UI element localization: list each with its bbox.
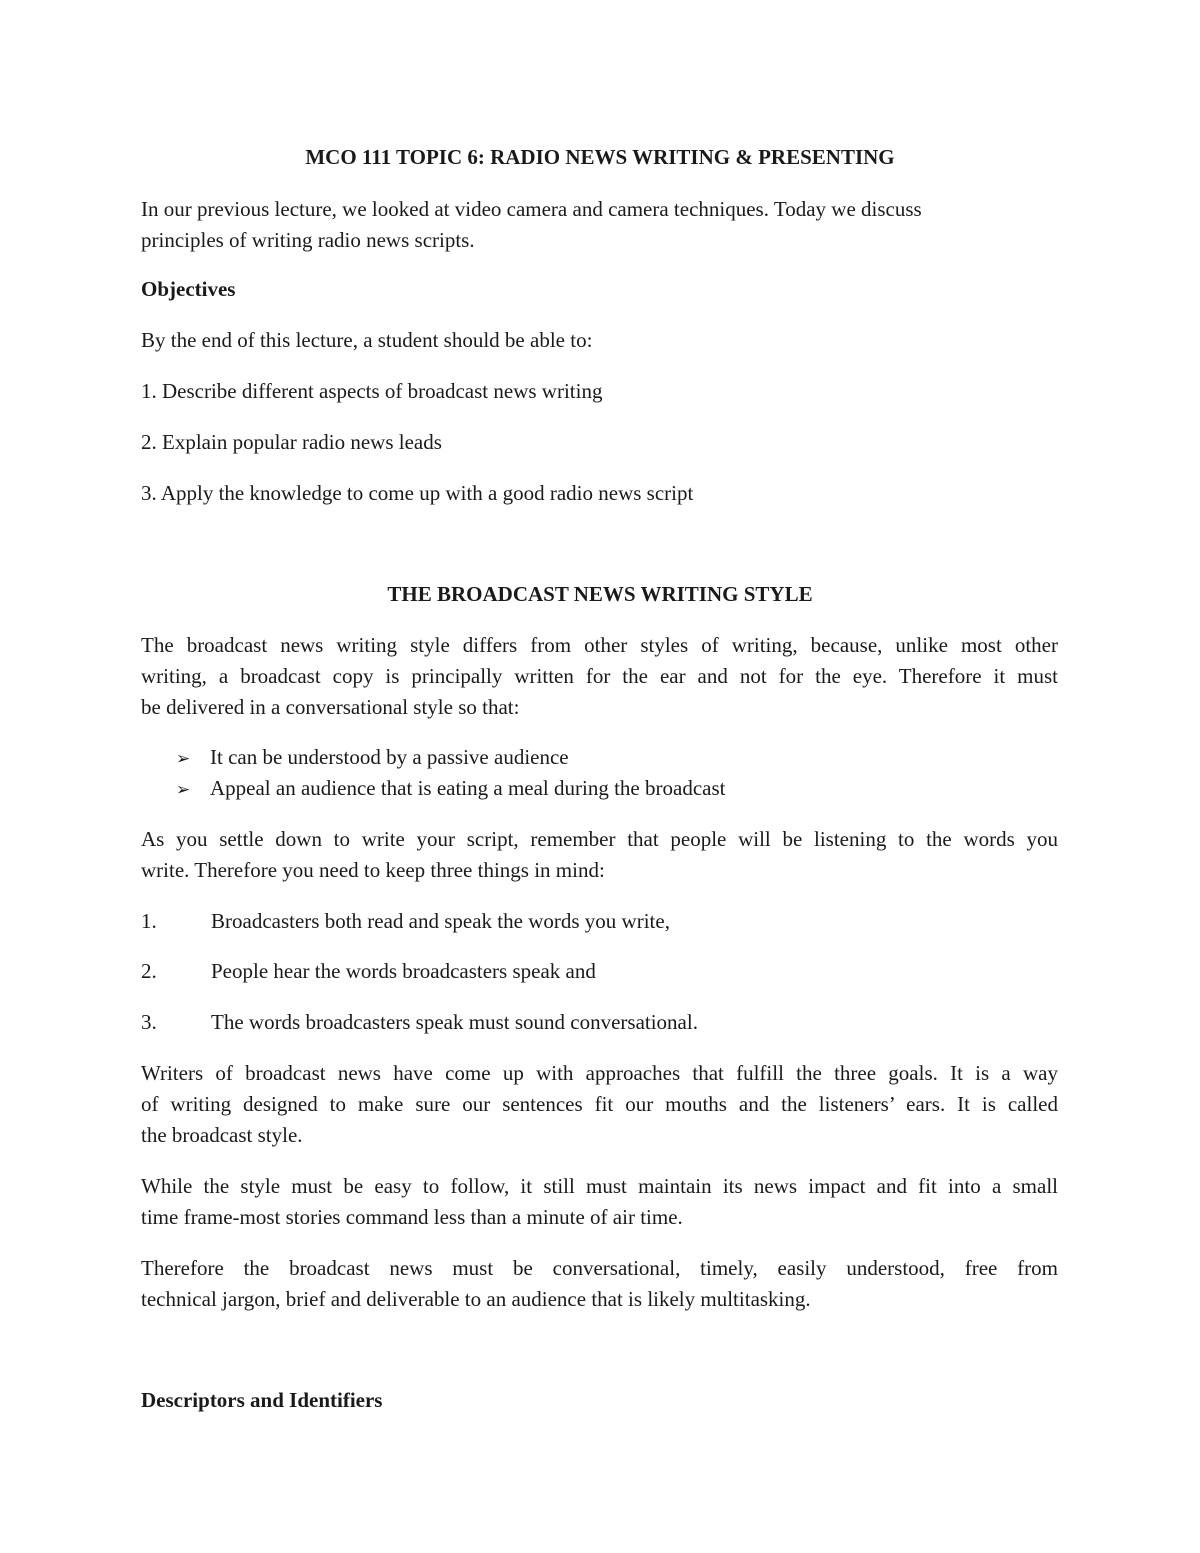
intro-line-2: principles of writing radio news scripts. [141,228,475,252]
numbered-item [141,958,596,984]
objective-item-1: 1. Describe different aspects of broadcast news writing [141,379,603,403]
numbered-item [141,908,670,934]
bullet-text: It can be understood by a passive audience [210,745,569,769]
bullet-item [176,744,569,772]
section-heading: THE BROADCAST NEWS WRITING STYLE [387,582,813,606]
numbered-marker: 3. [141,1010,157,1034]
para2-line-2: write. Therefore you need to keep three things in mind: [141,858,605,882]
para4-line-1: While the style must be easy to follow, it still must maintain its news impact and fit into a small [141,1174,1058,1198]
para1-line-3: be delivered in a conversational style so that: [141,695,520,719]
numbered-text: People hear the words broadcasters speak and [211,959,596,983]
para2-line-1: As you settle down to write your script, remember that people will be listening to the words you [141,827,1058,851]
objectives-lead: By the end of this lecture, a student should be able to: [141,328,593,352]
para3-line-2: of writing designed to make sure our sentences fit our mouths and the listeners’ ears. It is called [141,1092,1058,1116]
next-section-heading: Descriptors and Identifiers [141,1388,383,1412]
bullet-text: Appeal an audience that is eating a meal during the broadcast [210,776,726,800]
para3-line-3: the broadcast style. [141,1123,303,1147]
objective-item-3: 3. Apply the knowledge to come up with a good radio news script [141,481,694,505]
numbered-item [141,1009,698,1035]
numbered-marker: 1. [141,909,157,933]
para3-line-1: Writers of broadcast news have come up with approaches that fulfill the three goals. It is a way [141,1061,1058,1085]
arrowhead-bullet-icon: ➢ [176,749,191,769]
intro-line-1: In our previous lecture, we looked at video camera and camera techniques. Today we discuss [141,197,922,221]
para5-line-1: Therefore the broadcast news must be conversational, timely, easily understood, free from [141,1256,1058,1280]
para4-line-2: time frame-most stories command less than a minute of air time. [141,1205,683,1229]
para5-line-2: technical jargon, brief and deliverable to an audience that is likely multitasking. [141,1287,811,1311]
bullet-item [176,775,725,803]
objectives-heading: Objectives [141,277,236,301]
numbered-text: The words broadcasters speak must sound conversational. [211,1010,698,1034]
objective-item-2: 2. Explain popular radio news leads [141,430,442,454]
arrowhead-bullet-icon: ➢ [176,780,191,800]
para1-line-2: writing, a broadcast copy is principally written for the ear and not for the eye. Therefore it must [141,664,1058,688]
para1-line-1: The broadcast news writing style differs from other styles of writing, because, unlike most other [141,633,1058,657]
numbered-text: Broadcasters both read and speak the words you write, [211,909,670,933]
numbered-marker: 2. [141,959,157,983]
document-title: MCO 111 TOPIC 6: RADIO NEWS WRITING & PRESENTING [305,145,895,169]
